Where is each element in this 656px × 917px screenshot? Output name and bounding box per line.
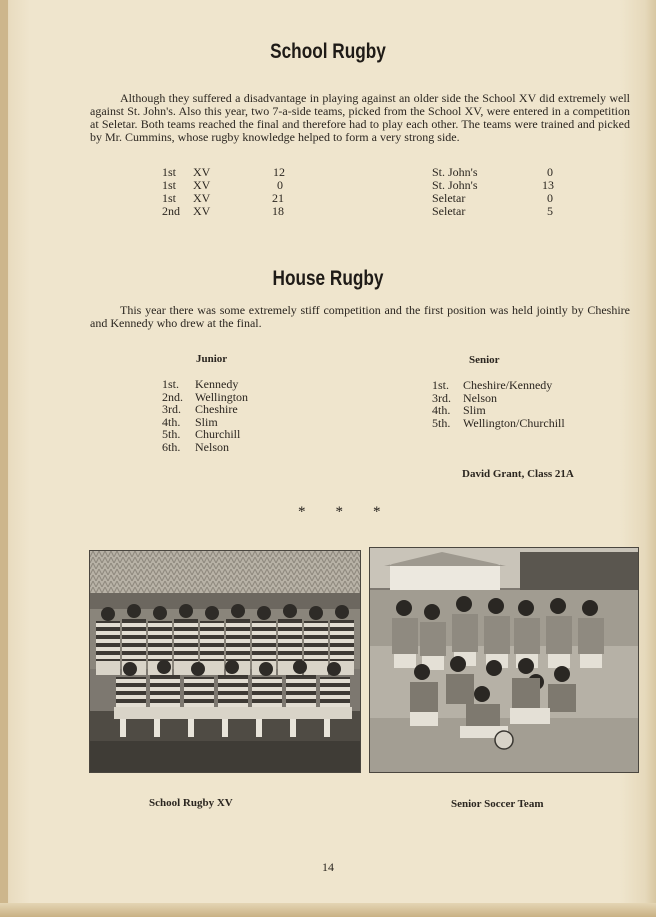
result-opp-score: 0 (547, 165, 553, 179)
result-rank: 2nd (162, 204, 180, 218)
result-team: XV (193, 178, 211, 192)
rugby-team-photo (89, 550, 361, 773)
soccer-team-illustration (370, 548, 638, 772)
house-rugby-paragraph (90, 304, 630, 330)
star-divider-text: * * * (298, 504, 381, 520)
star-divider (298, 504, 381, 521)
ranking-pos: 4th. (162, 414, 181, 429)
result-score: 12 (273, 165, 285, 179)
ranking-house: Nelson (195, 439, 229, 454)
page-edge (0, 903, 656, 917)
ranking-pos: 6th. (162, 439, 181, 454)
ranking-pos: 5th. (162, 427, 181, 441)
result-team: XV (193, 204, 211, 218)
junior-heading: Junior (196, 353, 228, 365)
ranking-pos: 1st. (162, 377, 180, 391)
house-rugby-text: This year there was some extremely stiff competition and the first position was held jointly by Cheshire and Kennedy who drew at the final. (90, 303, 630, 330)
rugby-photo-caption: School Rugby XV (149, 797, 233, 809)
ranking-house: Cheshire (195, 402, 238, 416)
house-rugby-heading: House Rugby (272, 267, 384, 290)
ranking-pos: 2nd. (162, 389, 183, 404)
ranking-house: Churchill (195, 427, 241, 441)
ranking-pos: 1st. (432, 378, 450, 392)
result-rank: 1st (162, 165, 177, 179)
ranking-pos: 3rd. (162, 402, 181, 416)
page-binding (0, 0, 8, 917)
ranking-house: Kennedy (195, 377, 239, 391)
soccer-team-photo (369, 547, 639, 773)
result-opponent: St. John's (432, 178, 478, 192)
ranking-house: Nelson (463, 390, 497, 405)
soccer-photo-caption: Senior Soccer Team (451, 798, 544, 810)
result-opponent: Seletar (432, 204, 466, 218)
school-rugby-paragraph (90, 92, 630, 144)
ranking-pos: 3rd. (432, 390, 451, 405)
school-rugby-text: Although they suffered a disadvantage in playing against an older side the School XV did extremely well against St. John's. Also this year, two 7-a-side teams, picked from the School XV, were entered in a competition at Seletar. Both teams reached the final and therefore had to play each other. The teams were trained and picked by Mr. Cummins, whose rugby knowledge helped to form a very strong side. (90, 91, 630, 144)
result-rank: 1st (162, 178, 177, 192)
result-opp-score: 5 (547, 204, 553, 218)
result-opp-score: 13 (542, 178, 554, 192)
ranking-house: Wellington/Churchill (463, 415, 565, 430)
ranking-pos: 4th. (432, 403, 451, 417)
ranking-house: Slim (195, 414, 218, 429)
result-team: XV (193, 191, 211, 205)
author-credit: David Grant, Class 21A (462, 468, 574, 480)
result-rank: 1st (162, 191, 177, 205)
result-score: 18 (272, 204, 284, 218)
ranking-pos: 5th. (432, 415, 451, 430)
ranking-house: Slim (463, 403, 486, 417)
result-score: 21 (272, 191, 284, 205)
school-rugby-heading: School Rugby (270, 40, 386, 63)
result-score: 0 (277, 178, 283, 192)
rugby-team-illustration (90, 551, 360, 772)
result-opponent: Seletar (432, 191, 466, 205)
result-opp-score: 0 (547, 191, 553, 205)
result-team: XV (193, 165, 211, 179)
result-opponent: St. John's (432, 165, 478, 179)
senior-heading: Senior (469, 354, 500, 366)
page-number: 14 (322, 860, 334, 874)
ranking-house: Wellington (195, 389, 249, 404)
ranking-house: Cheshire/Kennedy (463, 378, 553, 392)
